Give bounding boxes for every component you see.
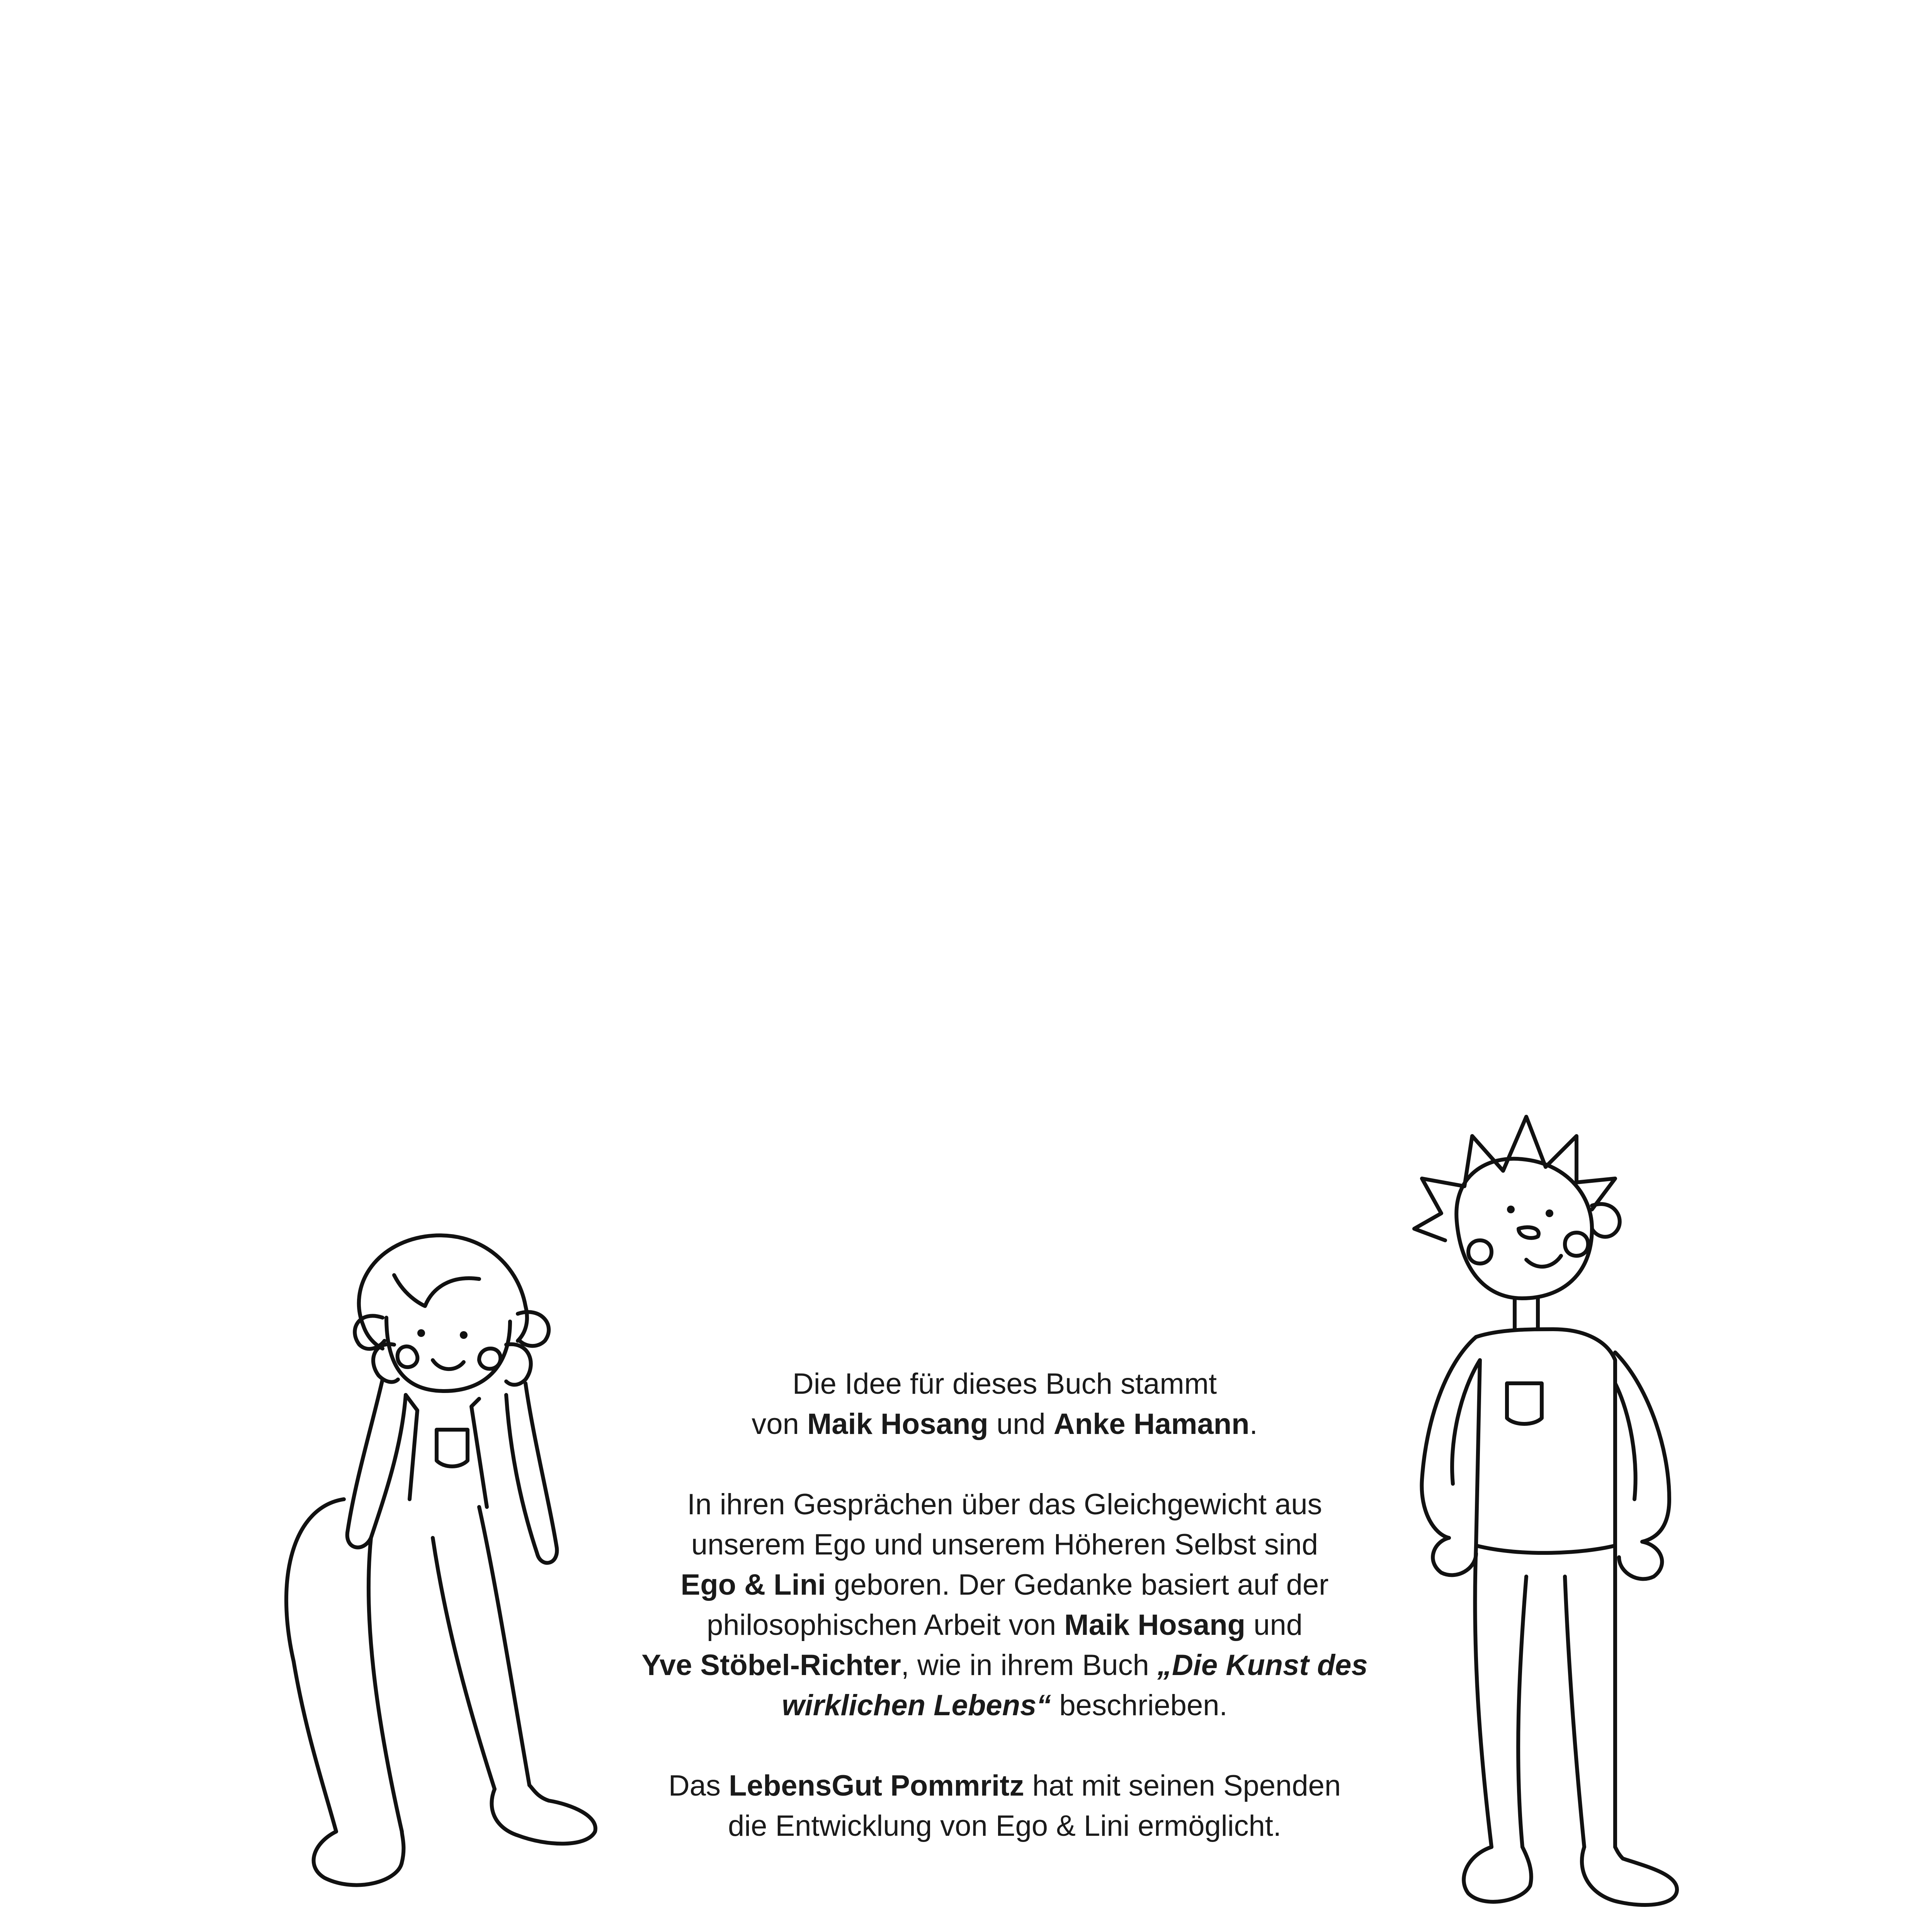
sponsor-text: hat mit seinen Spenden bbox=[1024, 1769, 1341, 1802]
credits-text bbox=[580, 1364, 1430, 1846]
girl-shoe-left bbox=[314, 1832, 404, 1885]
boy-shoe-right bbox=[1582, 1847, 1677, 1905]
idea-line-1: Die Idee für dieses Buch stammt bbox=[792, 1367, 1217, 1400]
boy-arm-right bbox=[1615, 1352, 1669, 1542]
origin-text: beschrieben. bbox=[1051, 1689, 1228, 1722]
girl-cheek-right bbox=[479, 1349, 500, 1369]
origin-line-1: In ihren Gesprächen über das Gleichgewicht aus bbox=[687, 1488, 1322, 1521]
girl-mouth bbox=[433, 1360, 464, 1369]
girl-bangs bbox=[394, 1275, 479, 1306]
boy-hair-spikes bbox=[1414, 1117, 1615, 1240]
boy-cheek-right bbox=[1565, 1233, 1588, 1256]
origin-text: , wie in ihrem Buch bbox=[901, 1649, 1157, 1682]
origin-text: und bbox=[1245, 1609, 1303, 1641]
credits-paragraph-sponsor bbox=[580, 1766, 1430, 1846]
boy-shirt-pocket bbox=[1507, 1383, 1542, 1424]
boy-arm-left bbox=[1422, 1337, 1480, 1538]
credits-paragraph-idea bbox=[580, 1364, 1430, 1444]
girl-leg-right-inner bbox=[433, 1538, 495, 1789]
girl-face bbox=[386, 1318, 510, 1391]
boy-cheek-left bbox=[1468, 1240, 1492, 1264]
author-name: Maik Hosang bbox=[1064, 1609, 1246, 1641]
book-title: „Die Kunst des bbox=[1157, 1649, 1368, 1682]
sponsor-line-2: die Entwicklung von Ego & Lini ermöglicht. bbox=[728, 1810, 1282, 1842]
boy-character-illustration bbox=[1399, 1113, 1700, 1932]
boy-eye-right bbox=[1546, 1209, 1553, 1217]
girl-eye-right bbox=[460, 1331, 468, 1339]
girl-hand-right bbox=[506, 1344, 531, 1385]
origin-text: philosophischen Arbeit von bbox=[707, 1609, 1065, 1641]
boy-shirt bbox=[1476, 1329, 1615, 1553]
credits-paragraph-origin bbox=[580, 1485, 1430, 1726]
girl-hair-bun-left bbox=[355, 1316, 384, 1349]
idea-text: . bbox=[1249, 1408, 1258, 1440]
girl-leg-left bbox=[369, 1538, 402, 1832]
girl-back bbox=[286, 1499, 344, 1832]
girl-pocket bbox=[437, 1430, 468, 1466]
boy-nose bbox=[1519, 1227, 1539, 1238]
origin-text: geboren. Der Gedanke basiert auf der bbox=[826, 1568, 1329, 1601]
boy-hair-bun-right bbox=[1592, 1204, 1620, 1237]
book-title: wirklichen Lebens“ bbox=[782, 1689, 1051, 1722]
boy-mouth bbox=[1526, 1256, 1561, 1267]
girl-hair bbox=[359, 1235, 527, 1349]
boy-hand-left bbox=[1433, 1538, 1476, 1575]
boy-leg-left bbox=[1475, 1546, 1526, 1847]
character-names: Ego & Lini bbox=[680, 1568, 826, 1601]
author-name: Maik Hosang bbox=[807, 1408, 988, 1440]
boy-line-drawing bbox=[1399, 1113, 1700, 1932]
girl-hair-bun-right bbox=[518, 1312, 549, 1346]
girl-arm-right bbox=[506, 1383, 557, 1563]
boy-neck bbox=[1515, 1298, 1538, 1329]
girl-arm-left bbox=[347, 1379, 406, 1548]
sponsor-name: LebensGut Pommritz bbox=[729, 1769, 1024, 1802]
origin-line-2: unserem Ego und unserem Höheren Selbst sind bbox=[691, 1528, 1318, 1561]
girl-torso bbox=[406, 1395, 487, 1507]
sponsor-text: Das bbox=[668, 1769, 729, 1802]
boy-hand-right bbox=[1619, 1542, 1662, 1579]
boy-eye-left bbox=[1507, 1206, 1515, 1213]
girl-leg-right bbox=[479, 1507, 529, 1785]
boy-leg-right bbox=[1565, 1546, 1615, 1847]
girl-cheek-left bbox=[398, 1347, 418, 1367]
idea-text: von bbox=[752, 1408, 807, 1440]
author-name: Anke Hamann bbox=[1053, 1408, 1250, 1440]
idea-text: und bbox=[988, 1408, 1054, 1440]
author-name: Yve Stöbel-Richter bbox=[641, 1649, 901, 1682]
boy-shoe-left bbox=[1464, 1847, 1531, 1902]
girl-eye-left bbox=[417, 1329, 425, 1337]
